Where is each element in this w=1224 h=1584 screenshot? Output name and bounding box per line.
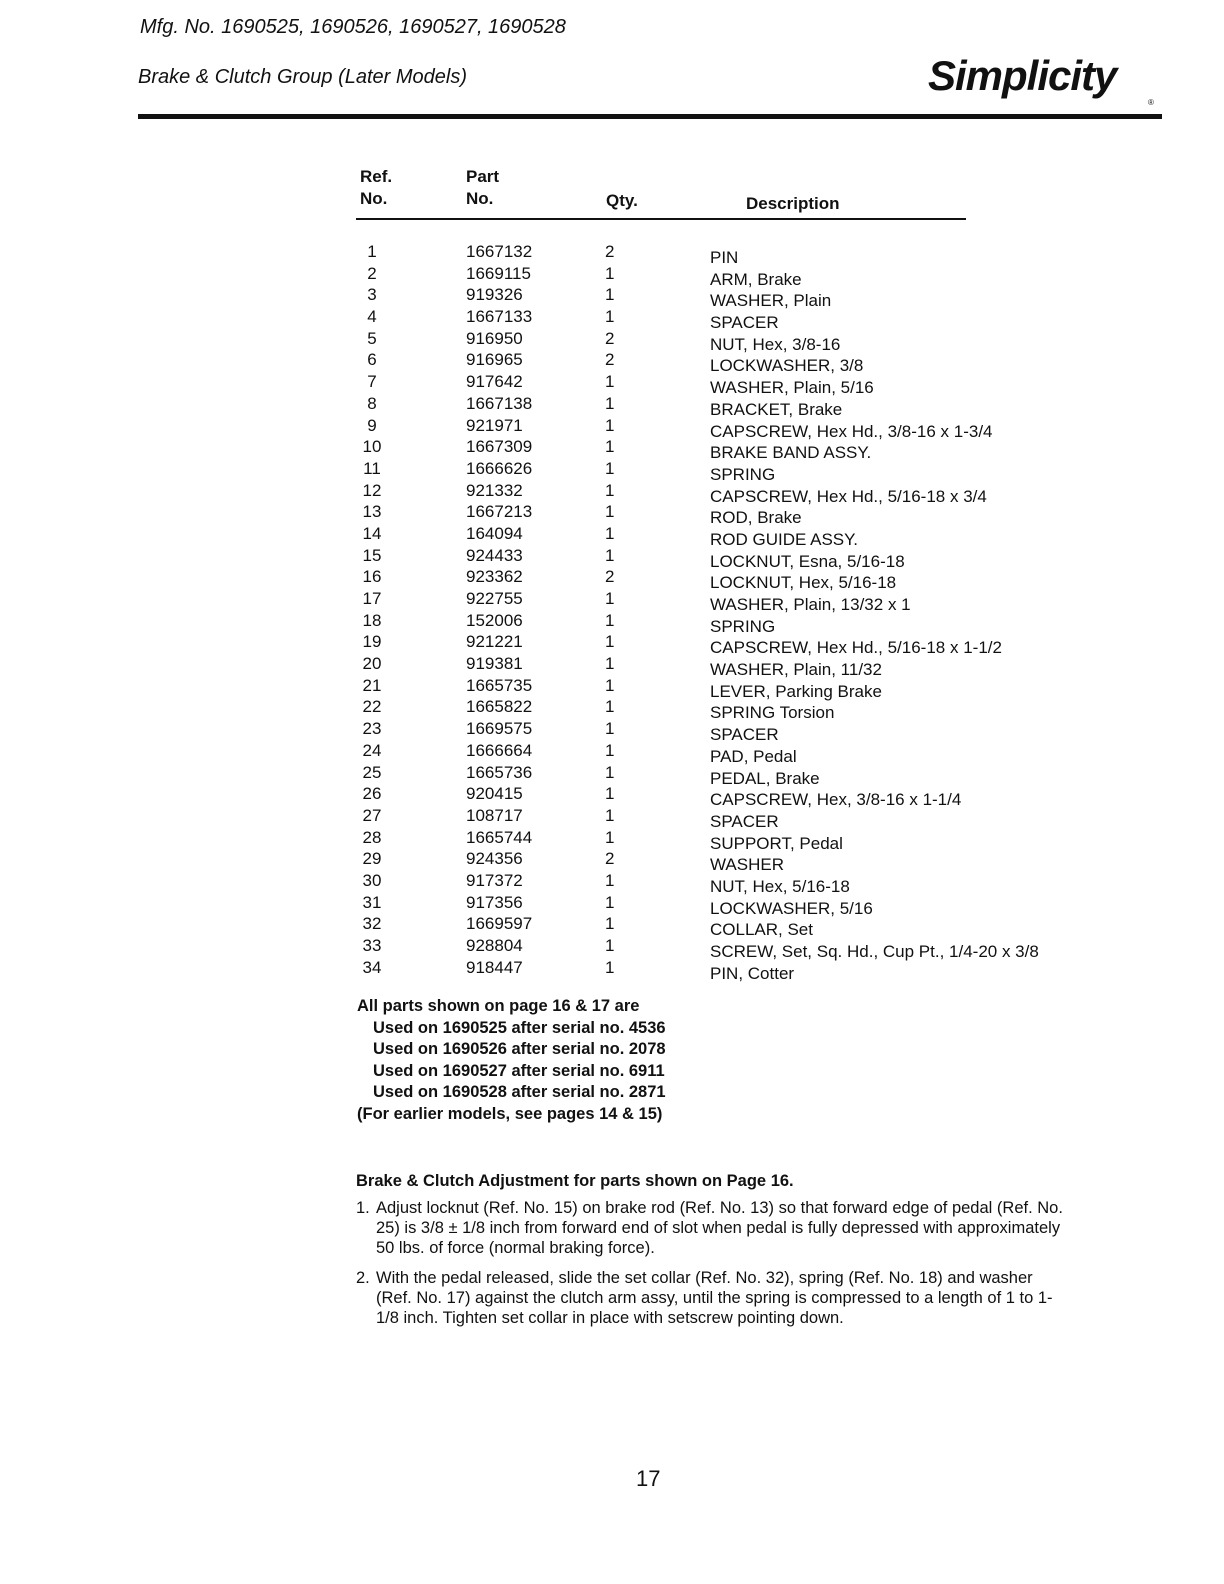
table-row: [0, 350, 1224, 376]
qty-cell: 1: [605, 458, 615, 478]
part-number-cell: 918447: [466, 957, 523, 977]
adjustment-text: With the pedal released, slide the set collar (Ref. No. 32), spring (Ref. No. 18) and washer (Ref. No. 17) against the clutch arm assy, until the spring is compressed to a length of 1 to 1-1/8 inch. Tighten set collar in place with setscrew pointing down.: [376, 1269, 1053, 1327]
table-row: [0, 849, 1224, 875]
qty-cell: 1: [605, 372, 615, 392]
description-cell: LOCKWASHER, 5/16: [710, 898, 873, 918]
description-cell: SCREW, Set, Sq. Hd., Cup Pt., 1/4-20 x 3/8: [710, 942, 1039, 961]
qty-cell: 1: [605, 610, 615, 630]
table-row: [0, 437, 1224, 463]
table-row: [0, 827, 1224, 853]
description-cell: PIN, Cotter: [710, 963, 795, 983]
table-row: [0, 805, 1224, 831]
ref-cell: 20: [362, 654, 382, 674]
ref-cell: 33: [362, 936, 382, 955]
table-row: [0, 242, 1224, 267]
description-cell: LOCKNUT, Esna, 5/16-18: [710, 551, 905, 571]
ref-cell: 2: [367, 263, 377, 283]
col-header-part: Part No.: [466, 167, 500, 208]
ref-cell: 23: [362, 719, 382, 739]
description-cell: CAPSCREW, Hex Hd., 5/16-18 x 1-1/2: [710, 638, 1002, 658]
table-row: [0, 589, 1224, 614]
ref-cell: 19: [362, 632, 382, 652]
qty-cell: 1: [605, 936, 615, 955]
description-cell: SPRING Torsion: [710, 703, 835, 723]
part-number-cell: 1669597: [466, 914, 533, 934]
qty-cell: 1: [605, 957, 615, 977]
part-number-cell: 1666664: [466, 740, 533, 760]
ref-cell: 3: [367, 285, 377, 305]
description-cell: ROD GUIDE ASSY.: [710, 529, 859, 549]
part-number-cell: 152006: [466, 610, 523, 630]
qty-cell: 1: [605, 285, 615, 305]
part-number-cell: 1667213: [466, 502, 533, 522]
part-number-cell: 919381: [466, 654, 523, 674]
table-row: [0, 675, 1224, 701]
qty-cell: 2: [605, 849, 615, 869]
adjustment-list: [356, 1198, 1066, 1338]
ref-cell: 8: [367, 393, 377, 413]
part-number-cell: 917642: [466, 372, 523, 392]
qty-cell: 1: [605, 827, 615, 847]
part-number-cell: 1669115: [466, 263, 531, 283]
table-row: [0, 870, 1224, 896]
qty-cell: 1: [605, 263, 615, 283]
table-header-rule: [356, 218, 966, 220]
description-cell: NUT, Hex, 5/16-18: [710, 876, 850, 896]
description-cell: SUPPORT, Pedal: [710, 833, 843, 853]
ref-cell: 32: [362, 914, 382, 934]
adjustment-text: Adjust locknut (Ref. No. 15) on brake rod (Ref. No. 13) so that forward edge of pedal (Ref. No. 25) is 3/8 ± 1/8 inch from forward end of slot when pedal is fully depressed with approximately 50 lbs. of force (normal braking force).: [376, 1199, 1063, 1257]
ref-cell: 30: [362, 870, 382, 890]
description-cell: WASHER, Plain, 5/16: [710, 378, 874, 398]
table-row: [0, 523, 1224, 549]
col-header-description: Description: [746, 194, 840, 213]
description-cell: SPRING: [710, 616, 776, 636]
qty-cell: 1: [605, 784, 615, 804]
qty-cell: 1: [605, 589, 615, 608]
ref-cell: 28: [362, 827, 382, 847]
qty-cell: 2: [605, 350, 615, 370]
table-row: [0, 415, 1224, 441]
description-cell: COLLAR, Set: [710, 920, 813, 940]
registered-mark: ®: [1148, 98, 1154, 107]
part-number-cell: 917372: [466, 870, 523, 890]
table-row: [0, 480, 1224, 506]
part-number-cell: 922755: [466, 589, 523, 608]
ref-cell: 26: [362, 784, 382, 804]
description-cell: SPACER: [710, 313, 779, 333]
ref-cell: 29: [362, 849, 382, 869]
part-number-cell: 924433: [466, 545, 523, 565]
qty-cell: 1: [605, 307, 615, 327]
manufacturer-numbers: Mfg. No. 1690525, 1690526, 1690527, 1690528: [140, 16, 566, 38]
description-cell: PEDAL, Brake: [710, 768, 820, 788]
table-row: [0, 307, 1224, 333]
col-header-ref: Ref. No.: [360, 167, 393, 208]
ref-cell: 34: [362, 957, 382, 977]
table-row: [0, 263, 1224, 289]
table-row: [0, 545, 1224, 571]
qty-cell: 1: [605, 632, 615, 652]
qty-cell: 1: [605, 914, 615, 934]
page-number: 17: [636, 1466, 661, 1491]
part-number-cell: 1665822: [466, 697, 533, 717]
table-row: [0, 610, 1224, 636]
qty-cell: 1: [605, 502, 615, 522]
qty-cell: 1: [605, 762, 615, 782]
table-row: [0, 393, 1224, 419]
ref-cell: 21: [362, 675, 382, 695]
part-number-cell: 916950: [466, 328, 523, 348]
ref-cell: 10: [362, 437, 382, 457]
ref-cell: 25: [362, 762, 382, 782]
description-cell: NUT, Hex, 3/8-16: [710, 334, 841, 354]
description-cell: LOCKNUT, Hex, 5/16-18: [710, 573, 897, 593]
ref-cell: 18: [362, 610, 382, 630]
ref-cell: 16: [362, 567, 382, 587]
qty-cell: 2: [605, 567, 615, 587]
col-header-qty: Qty.: [606, 191, 638, 210]
parts-list: [0, 242, 1224, 983]
ref-cell: 27: [362, 805, 382, 825]
adjustment-number: 1.: [356, 1199, 370, 1217]
description-cell: ARM, Brake: [710, 269, 802, 289]
part-number-cell: 920415: [466, 784, 523, 804]
description-cell: SPRING: [710, 464, 776, 484]
part-number-cell: 921971: [466, 415, 523, 435]
part-number-cell: 917356: [466, 892, 523, 912]
qty-cell: 1: [605, 719, 615, 739]
part-number-cell: 919326: [466, 285, 523, 305]
description-cell: CAPSCREW, Hex Hd., 3/8-16 x 1-3/4: [710, 421, 993, 441]
table-row: [0, 458, 1224, 484]
qty-cell: 1: [605, 393, 615, 413]
adjustment-item: [356, 1198, 1066, 1258]
description-cell: SPACER: [710, 725, 779, 745]
qty-cell: 2: [605, 242, 615, 261]
part-number-cell: 1669575: [466, 719, 533, 739]
part-number-cell: 1665735: [466, 675, 533, 695]
description-cell: WASHER, Plain, 13/32 x 1: [710, 595, 911, 614]
ref-cell: 4: [367, 307, 377, 327]
usage-note: All parts shown on page 16 & 17 are Used on 1690525 after serial no. 4536 Used on 1690526 after serial no. 2078 Used on 1690527 after serial no. 6911 Used on 1690528 after serial no. 2871 (For earlier models, see pages 14 & 15): [357, 997, 666, 1123]
qty-cell: 1: [605, 892, 615, 912]
ref-cell: 1: [367, 242, 377, 261]
table-row: [0, 914, 1224, 940]
description-cell: WASHER, Plain, 11/32: [710, 660, 882, 680]
qty-cell: 1: [605, 675, 615, 695]
ref-cell: 12: [362, 480, 382, 500]
ref-cell: 7: [367, 372, 377, 392]
qty-cell: 2: [605, 328, 615, 348]
table-row: [0, 285, 1224, 311]
qty-cell: 1: [605, 740, 615, 760]
ref-cell: 14: [362, 523, 382, 543]
part-number-cell: 921221: [466, 632, 523, 652]
ref-cell: 13: [362, 502, 382, 522]
description-cell: LOCKWASHER, 3/8: [710, 356, 864, 376]
description-cell: PIN: [710, 248, 739, 267]
part-number-cell: 1667132: [466, 242, 533, 261]
description-cell: WASHER, Plain: [710, 291, 832, 311]
part-number-cell: 1665736: [466, 762, 533, 782]
qty-cell: 1: [605, 523, 615, 543]
ref-cell: 17: [362, 589, 382, 608]
simplicity-logo: Simplicity: [928, 52, 1117, 99]
description-cell: CAPSCREW, Hex, 3/8-16 x 1-1/4: [710, 790, 962, 810]
table-row: [0, 719, 1224, 745]
table-row: [0, 654, 1224, 680]
table-row: [0, 328, 1224, 354]
ref-cell: 11: [363, 458, 381, 478]
part-number-cell: 164094: [466, 523, 523, 543]
part-number-cell: 1667309: [466, 437, 533, 457]
part-number-cell: 1665744: [466, 827, 533, 847]
section-title: Brake & Clutch Group (Later Models): [138, 66, 468, 88]
adjustment-number: 2.: [356, 1269, 370, 1287]
ref-cell: 24: [362, 740, 382, 760]
description-cell: ROD, Brake: [710, 508, 802, 528]
table-row: [0, 892, 1224, 918]
table-row: [0, 372, 1224, 398]
qty-cell: 1: [605, 805, 615, 825]
description-cell: BRAKE BAND ASSY.: [710, 443, 872, 463]
table-row: [0, 567, 1224, 593]
ref-cell: 9: [367, 415, 377, 435]
adjustment-title: Brake & Clutch Adjustment for parts shown on Page 16.: [356, 1172, 794, 1190]
qty-cell: 1: [605, 697, 615, 717]
table-row: [0, 936, 1224, 961]
part-number-cell: 916965: [466, 350, 523, 370]
part-number-cell: 923362: [466, 567, 523, 587]
table-row: [0, 762, 1224, 788]
part-number-cell: 1666626: [466, 458, 533, 478]
ref-cell: 31: [362, 892, 382, 912]
part-number-cell: 924356: [466, 849, 523, 869]
adjustment-item: [356, 1268, 1066, 1328]
description-cell: SPACER: [710, 811, 779, 831]
part-number-cell: 108717: [466, 805, 523, 825]
description-cell: CAPSCREW, Hex Hd., 5/16-18 x 3/4: [710, 486, 987, 506]
table-row: [0, 502, 1224, 528]
qty-cell: 1: [605, 480, 615, 500]
table-row: [0, 697, 1224, 723]
qty-cell: 1: [605, 870, 615, 890]
qty-cell: 1: [605, 437, 615, 457]
qty-cell: 1: [605, 545, 615, 565]
ref-cell: 22: [362, 697, 382, 717]
part-number-cell: 921332: [466, 480, 523, 500]
description-cell: WASHER: [710, 855, 784, 875]
qty-cell: 1: [605, 654, 615, 674]
description-cell: LEVER, Parking Brake: [710, 681, 882, 701]
description-cell: PAD, Pedal: [710, 746, 797, 766]
header-rule: [138, 114, 1162, 119]
ref-cell: 15: [362, 545, 382, 565]
ref-cell: 6: [367, 350, 377, 370]
table-row: [0, 740, 1224, 766]
ref-cell: 5: [367, 328, 377, 348]
table-row: [0, 632, 1224, 658]
table-row: [0, 957, 1224, 983]
table-row: [0, 784, 1224, 810]
part-number-cell: 1667138: [466, 393, 533, 413]
description-cell: BRACKET, Brake: [710, 399, 843, 419]
part-number-cell: 928804: [466, 936, 523, 955]
qty-cell: 1: [605, 415, 615, 435]
part-number-cell: 1667133: [466, 307, 533, 327]
